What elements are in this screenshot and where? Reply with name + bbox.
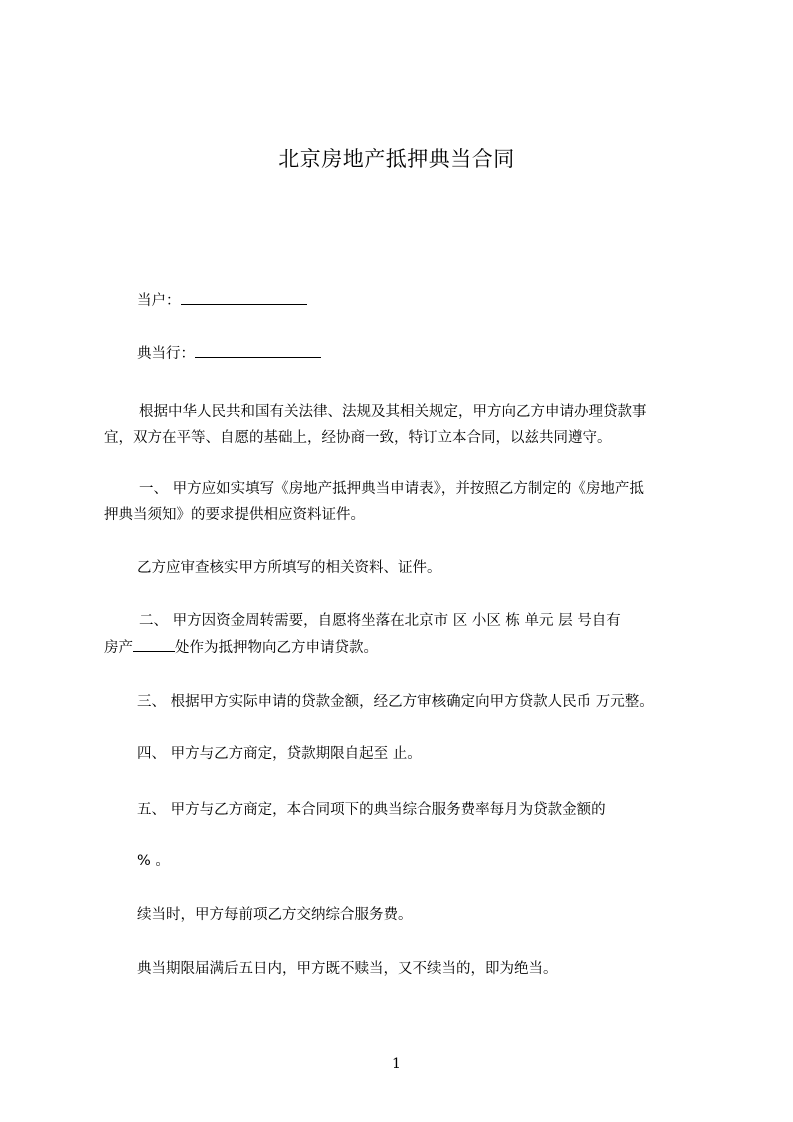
- party-a-blank[interactable]: [181, 292, 307, 305]
- forfeit-paragraph: 典当期限届满后五日内，甲方既不赎当，又不续当的，即为绝当。: [137, 961, 558, 977]
- document-title: 北京房地产抵押典当合同: [278, 147, 515, 171]
- page-number: 1: [392, 1056, 401, 1072]
- party-b-blank[interactable]: [195, 345, 321, 358]
- clause-2-suffix: 处作为抵押物向乙方申请贷款。: [175, 640, 378, 656]
- intro-paragraph-line-1: 根据中华人民共和国有关法律、法规及其相关规定，甲方向乙方申请办理贷款事: [139, 404, 647, 420]
- intro-paragraph-line-2: 宜，双方在平等、自愿的基础上，经协商一致，特订立本合同，以兹共同遵守。: [104, 430, 612, 446]
- party-a-field: [137, 291, 737, 311]
- clause-2-line-2: [104, 638, 704, 658]
- property-address-blank[interactable]: [133, 639, 175, 652]
- clause-4: 四、 甲方与乙方商定，贷款期限自起至 止。: [137, 746, 422, 762]
- clause-1-sub: 乙方应审查核实甲方所填写的相关资料、证件。: [137, 560, 442, 576]
- party-b-field: [137, 344, 737, 364]
- renewal-paragraph: 续当时，甲方每前项乙方交纳综合服务费。: [137, 907, 413, 923]
- clause-3: 三、 根据甲方实际申请的贷款金额，经乙方审核确定向甲方贷款人民币 万元整。: [137, 694, 654, 710]
- clause-1-line-2: 押典当须知》的要求提供相应资料证件。: [104, 507, 365, 523]
- clause-2-line-1: 二、 甲方因资金周转需要，自愿将坐落在北京市 区 小区 栋 单元 层 号自有: [139, 613, 621, 629]
- clause-5-line-2: % 。: [137, 853, 170, 869]
- party-a-label: 当户：: [137, 293, 181, 309]
- party-b-label: 典当行：: [137, 346, 195, 362]
- clause-5-line-1: 五、 甲方与乙方商定，本合同项下的典当综合服务费率每月为贷款金额的: [137, 802, 606, 818]
- clause-2-prefix: 房产: [104, 640, 133, 656]
- clause-1-line-1: 一、 甲方应如实填写《房地产抵押典当申请表》，并按照乙方制定的《房地产抵: [139, 481, 644, 497]
